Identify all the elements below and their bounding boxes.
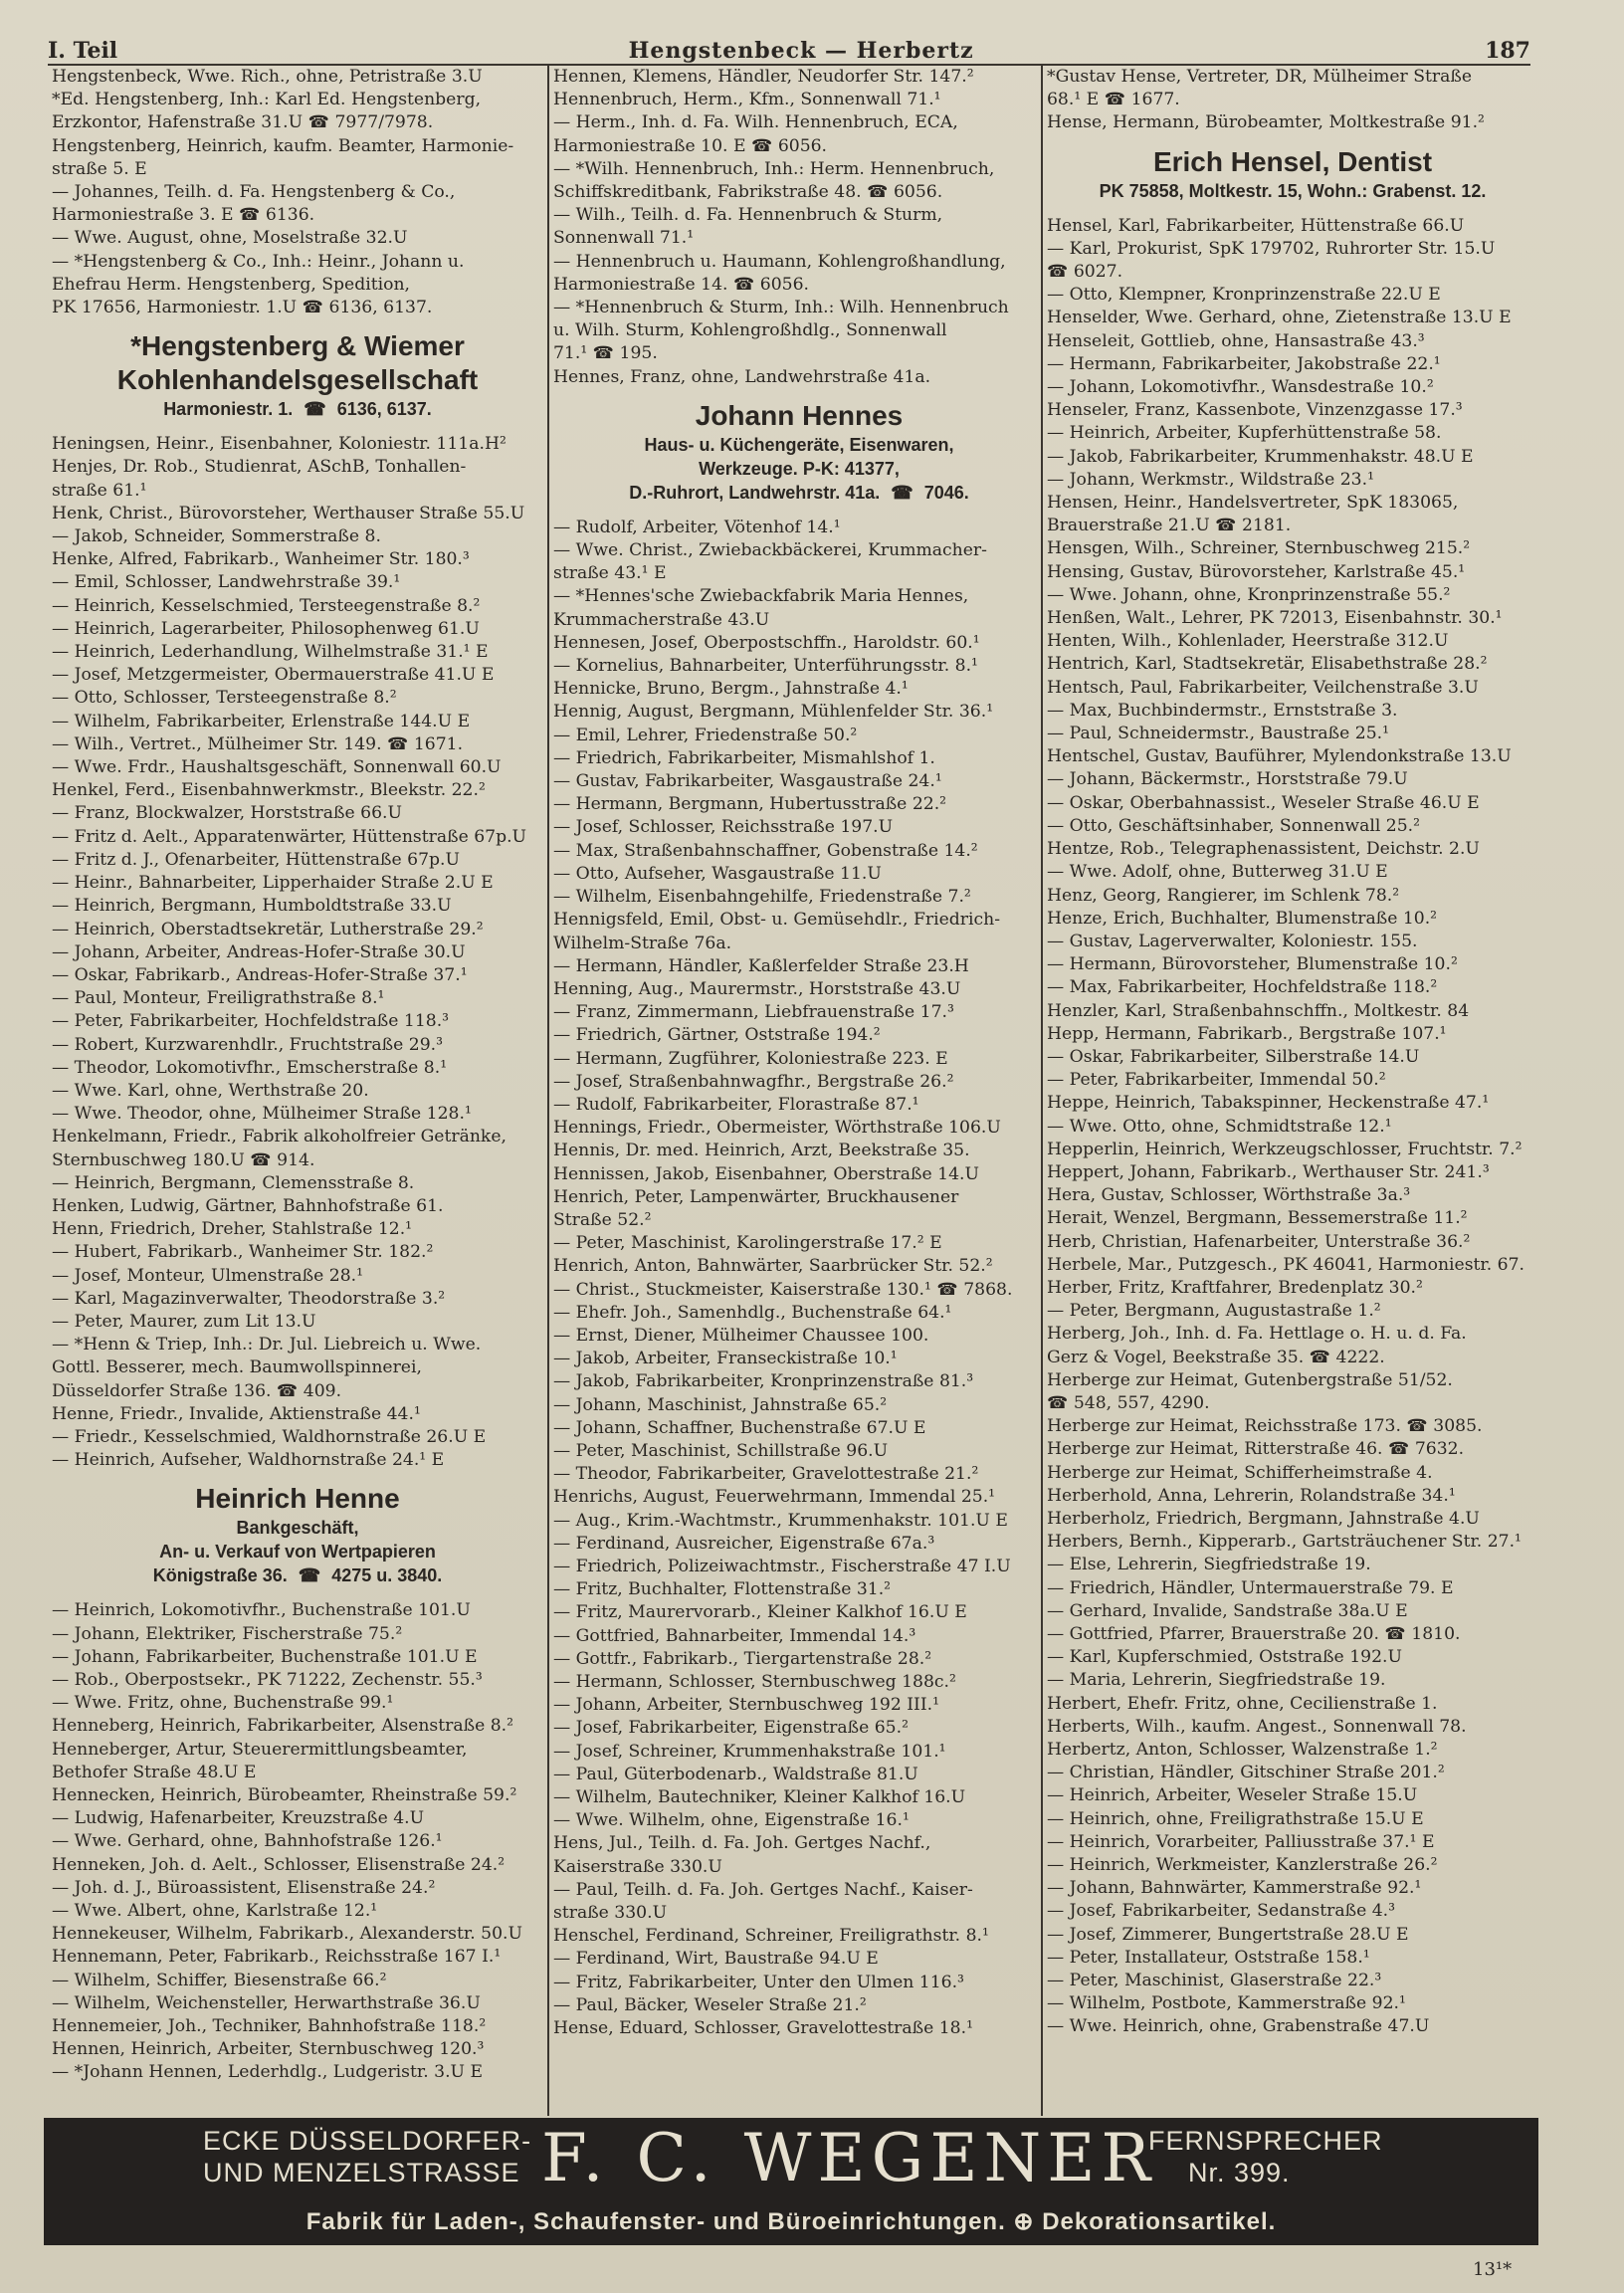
directory-entry: Harmoniestraße 3. E ☎ 6136. [52,205,315,226]
directory-entry: Hentrich, Karl, Stadtsekretär, Elisabethstraße 28.² [1047,654,1488,675]
directory-entry: — Wwe. Theodor, ohne, Mülheimer Straße 128.¹ [52,1104,472,1125]
directory-entry: — Josef, Monteur, Ulmenstraße 28.¹ [52,1265,364,1286]
directory-entry: — Ferdinand, Ausreicher, Eigenstraße 67a.³ [553,1533,935,1554]
directory-entry: Hennings, Friedr., Obermeister, Wörthstraße 106.U [553,1118,1001,1139]
directory-entry: straße 61.¹ [52,480,147,501]
directory-entry: Henke, Alfred, Fabrikarb., Wanheimer Str. 180.³ [52,549,470,570]
directory-entry: — Franz, Blockwalzer, Horststraße 66.U [52,803,402,824]
directory-entry: — Heinrich, Aufseher, Waldhornstraße 24.¹ E [52,1450,445,1471]
directory-entry: — Max, Fabrikarbeiter, Hochfeldstraße 118.² [1047,977,1438,998]
directory-entry: — Heinrich, Bergmann, Humboldtstraße 33.U [52,896,452,917]
directory-entry: Herberg, Joh., Inh. d. Fa. Hettlage o. H. u. d. Fa. [1047,1324,1467,1345]
directory-entry: — Johann, Maschinist, Jahnstraße 65.² [553,1394,888,1415]
directory-entry: Hennecken, Heinrich, Bürobeamter, Rheinstraße 59.² [52,1785,517,1805]
directory-entry: Hensing, Gustav, Bürovorsteher, Karlstraße 45.¹ [1047,561,1466,582]
directory-entry: Herberhold, Anna, Lehrerin, Rolandstraße 34.¹ [1047,1485,1456,1506]
ad-address: Königstraße 36. [152,1565,288,1586]
directory-entry: — Johannes, Teilh. d. Fa. Hengstenberg & Co., [52,182,456,203]
directory-entry: — Jakob, Arbeiter, Franseckistraße 10.¹ [553,1349,898,1369]
directory-entry: — Peter, Maschinist, Karolingerstraße 17.² E [553,1233,942,1254]
directory-entry: — Fritz, Fabrikarbeiter, Unter den Ulmen 116.³ [553,1972,964,1992]
directory-entry: Gerz & Vogel, Beekstraße 35. ☎ 4222. [1047,1347,1385,1367]
ad-line: Haus- u. Küchengeräte, Eisenwaren, [644,434,954,455]
directory-entry: — Max, Straßenbahnschaffner, Gobenstraße 14.² [553,840,978,861]
directory-entry: — Ludwig, Hafenarbeiter, Kreuzstraße 4.U [52,1808,425,1829]
directory-entry: — Robert, Kurzwarenhdlr., Fruchtstraße 29.³ [52,1034,444,1055]
banner-address-line-1: ECKE DÜSSELDORFER- [203,2126,532,2156]
directory-entry: — Peter, Installateur, Oststraße 158.¹ [1047,1947,1370,1968]
banner-brand: F. C. WEGENER [541,2120,1157,2196]
directory-entry: — Gustav, Fabrikarbeiter, Wasgaustraße 24.¹ [553,771,942,792]
directory-entry: — Otto, Klempner, Kronprinzenstraße 22.U E [1047,285,1441,306]
directory-entry: 71.¹ ☎ 195. [553,343,658,364]
directory-entry: — Friedrich, Fabrikarbeiter, Mismahlshof 1. [553,747,935,768]
ad-phone: 7046. [923,482,969,503]
directory-entry: Herberge zur Heimat, Reichsstraße 173. ☎ 3085. [1047,1416,1483,1437]
directory-entry: Krummacherstraße 43.U [553,609,770,630]
directory-entry: — Maria, Lehrerin, Siegfriedstraße 19. [1047,1670,1386,1691]
ad-line: PK 75858, Moltkestr. 15, Wohn.: Grabenst. 12. [1099,180,1487,201]
part-label: I. Teil [48,38,118,64]
directory-entry: Hense, Eduard, Schlosser, Gravelottestraße 18.¹ [553,2018,973,2039]
directory-entry: Sternbuschweg 180.U ☎ 914. [52,1149,315,1170]
ad-subtitle: Bankgeschäft, [236,1518,359,1539]
directory-entry: ☎ 548, 557, 4290. [1047,1392,1210,1413]
directory-entry: — Ernst, Diener, Mülheimer Chaussee 100. [553,1325,929,1346]
directory-entry: Henzler, Karl, Straßenbahnschffn., Moltkestr. 84 [1047,1000,1470,1021]
directory-entry: — *Johann Hennen, Lederhdlg., Ludgeristr. 3.U E [52,2062,484,2083]
directory-entry: — Friedrich, Händler, Untermauerstraße 79. E [1047,1577,1454,1598]
directory-entry: — Paul, Bäcker, Weseler Straße 21.² [553,1994,867,2015]
directory-entry: ☎ 6027. [1047,262,1123,283]
directory-entry: Henkelmann, Friedr., Fabrik alkoholfreier Getränke, [52,1127,507,1147]
ad-address: D.-Ruhrort, Landwehrstr. 41a. [629,482,881,503]
banner-tagline: Fabrik für Laden-, Schaufenster- und Büroeinrichtungen. ⊕ Dekorationsartikel. [305,2208,1277,2235]
directory-entry: Hens, Jul., Teilh. d. Fa. Joh. Gertges Nachf., [553,1833,931,1854]
directory-entry: — Theodor, Fabrikarbeiter, Gravelottestraße 21.² [553,1464,979,1485]
directory-entry: — Josef, Metzgermeister, Obermauerstraße 41.U E [52,665,495,686]
directory-entry: — *Hengstenberg & Co., Inh.: Heinr., Johann u. [52,251,465,272]
directory-entry: — Herm., Inh. d. Fa. Wilh. Hennenbruch, ECA, [553,112,958,133]
directory-entry: — *Hennes'sche Zwiebackfabrik Maria Hennes, [553,586,969,607]
directory-entry: Hentschel, Gustav, Bauführer, Mylendonkstraße 13.U [1047,746,1512,767]
directory-entry: Herbert, Ehefr. Fritz, ohne, Cecilienstraße 1. [1047,1693,1438,1714]
directory-entry: — Fritz d. Aelt., Apparatenwärter, Hüttenstraße 67p.U [52,826,527,847]
directory-entry: Schiffskreditbank, Fabrikstraße 48. ☎ 6056. [553,182,943,203]
directory-entry: Henrich, Anton, Bahnwärter, Saarbrücker Str. 52.² [553,1256,993,1277]
directory-entry: — Paul, Monteur, Freiligrathstraße 8.¹ [52,988,385,1009]
directory-entry: — Johann, Fabrikarbeiter, Buchenstraße 101.U E [52,1646,478,1667]
directory-entry: — Josef, Zimmerer, Bungertstraße 28.U E [1047,1924,1409,1945]
directory-entry: Hennis, Dr. med. Heinrich, Arzt, Beekstraße 35. [553,1141,970,1161]
directory-entry: — Hennenbruch u. Haumann, Kohlengroßhandlung, [553,251,1006,272]
page-header [48,30,1530,66]
directory-entry: — Wwe. Christ., Zwiebackbäckerei, Krummacher- [553,540,987,561]
directory-entry: — Friedr., Kesselschmied, Waldhornstraße 26.U E [52,1426,487,1447]
column-2 [553,66,1045,2116]
directory-entry: — Wwe. Johann, ohne, Kronprinzenstraße 55.² [1047,584,1451,605]
ad-address: Harmoniestr. 1. [163,399,294,420]
directory-entry: — Paul, Güterbodenarb., Waldstraße 81.U [553,1764,918,1784]
directory-entry: — Wwe. Gerhard, ohne, Bahnhofstraße 126.¹ [52,1831,443,1852]
directory-entry: Henkel, Ferd., Eisenbahnwerkmstr., Bleekstr. 22.² [52,780,486,801]
directory-entry: — Heinrich, Vorarbeiter, Palliusstraße 37.¹ E [1047,1831,1435,1852]
directory-entry: — Wilhelm, Postbote, Kammerstraße 92.¹ [1047,1993,1406,2014]
directory-entry: — Gottfr., Fabrikarb., Tiergartenstraße 28.² [553,1648,932,1669]
directory-entry: — Wwe. Fritz, ohne, Buchenstraße 99.¹ [52,1693,394,1714]
ad-phone: 4275 u. 3840. [331,1565,443,1586]
banner-phone-label: FERNSPRECHER [1148,2126,1383,2156]
directory-entry: — Wwe. Wilhelm, ohne, Eigenstraße 16.¹ [553,1810,910,1831]
directory-entry: Hennicke, Bruno, Bergm., Jahnstraße 4.¹ [553,679,909,700]
ad-subtitle: Kohlenhandelsgesellschaft [116,364,479,396]
directory-entry: Herait, Wenzel, Bergmann, Bessemerstraße 11.² [1047,1208,1468,1229]
directory-entry: Harmoniestraße 14. ☎ 6056. [553,274,810,295]
directory-entry: — Fritz, Buchhalter, Flottenstraße 31.² [553,1579,892,1600]
directory-entry: — Johann, Arbeiter, Sternbuschweg 192 III.¹ [553,1695,939,1716]
directory-entry: Brauerstraße 21.U ☎ 2181. [1047,516,1292,536]
directory-entry: — *Hennenbruch & Sturm, Inh.: Wilh. Hennenbruch [553,298,1009,318]
column-1 [52,66,543,2116]
directory-entry: — Wilhelm, Schiffer, Biesenstraße 66.² [52,1970,387,1990]
directory-entry: — Gottfried, Bahnarbeiter, Immendal 14.³ [553,1625,916,1646]
column-3 [1047,66,1538,2116]
directory-entry: Henßen, Walt., Lehrer, PK 72013, Eisenbahnstr. 30.¹ [1047,608,1503,629]
ad-johann-hennes [553,399,1045,505]
directory-entry: Heppert, Johann, Fabrikarb., Werthauser Str. 241.³ [1047,1161,1490,1182]
directory-entry: — Rudolf, Fabrikarbeiter, Florastraße 87.¹ [553,1094,919,1115]
banner-phone-number: Nr. 399. [1188,2158,1291,2188]
directory-entry: — Christ., Stuckmeister, Kaiserstraße 130.¹ ☎ 7868. [553,1279,1013,1300]
directory-entry: — Otto, Schlosser, Tersteegenstraße 8.² [52,688,397,709]
directory-entry: — Ehefr. Joh., Samenhdlg., Buchenstraße 64.¹ [553,1302,952,1323]
directory-entry: — Heinrich, Bergmann, Clemensstraße 8. [52,1172,415,1193]
directory-entry: — Karl, Kupferschmied, Oststraße 192.U [1047,1647,1402,1668]
directory-entry: — Johann, Bäckermstr., Horststraße 79.U [1047,769,1408,790]
directory-entry: — Heinrich, Lagerarbeiter, Philosophenweg 61.U [52,618,480,639]
directory-entry: Hepp, Hermann, Fabrikarb., Bergstraße 107.¹ [1047,1023,1447,1044]
directory-entry: — Wilhelm, Fabrikarbeiter, Erlenstraße 144.U E [52,711,471,731]
directory-entry: — Jakob, Fabrikarbeiter, Kronprinzenstraße 81.³ [553,1371,974,1392]
ad-line: An- u. Verkauf von Wertpapieren [159,1542,436,1563]
directory-entry: Herbers, Bernh., Kipperarb., Gartsträuchener Str. 27.¹ [1047,1532,1522,1553]
directory-entry: — Wwe. August, ohne, Moselstraße 32.U [52,228,408,249]
directory-entry: — Heinrich, ohne, Freiligrathstraße 15.U E [1047,1808,1424,1829]
directory-entry: — Johann, Werkmstr., Wildstraße 23.¹ [1047,469,1374,490]
directory-entry: — Karl, Prokurist, SpK 179702, Ruhrorter Str. 15.U [1047,238,1496,259]
directory-entry: Hennen, Heinrich, Arbeiter, Sternbuschweg 120.³ [52,2039,485,2060]
directory-entry: Henseler, Franz, Kassenbote, Vinzenzgasse 17.³ [1047,400,1463,421]
directory-entry: Straße 52.² [553,1209,652,1230]
directory-entry: — Max, Buchbindermstr., Ernststraße 3. [1047,700,1398,721]
directory-entry: Hensel, Karl, Fabrikarbeiter, Hüttenstraße 66.U [1047,215,1465,236]
directory-entry: Hera, Gustav, Schlosser, Wörthstraße 3a.³ [1047,1185,1411,1206]
directory-entry: Herberts, Wilh., kaufm. Angest., Sonnenwall 78. [1047,1716,1467,1737]
directory-entry: Henz, Georg, Rangierer, im Schlenk 78.² [1047,885,1400,906]
directory-entry: — Hubert, Fabrikarb., Wanheimer Str. 182.² [52,1242,434,1263]
directory-entry: — Hermann, Bürovorsteher, Blumenstraße 10.² [1047,954,1458,975]
ad-line [52,1563,543,1587]
directory-entry: Hensen, Heinr., Handelsvertreter, SpK 183065, [1047,493,1459,514]
directory-entry: Henning, Aug., Maurermstr., Horststraße 43.U [553,978,961,999]
directory-entry: Hennenbruch, Herm., Kfm., Sonnenwall 71.¹ [553,90,941,110]
directory-entry: — Wilh., Vertret., Mülheimer Str. 149. ☎ 1671. [52,733,464,754]
directory-entry: Hennesen, Josef, Oberpostschffn., Haroldstr. 60.¹ [553,632,980,653]
directory-entry: Hennemeier, Joh., Techniker, Bahnhofstraße 118.² [52,2016,487,2037]
directory-entry: Hennes, Franz, ohne, Landwehrstraße 41a. [553,366,931,387]
directory-entry: Kaiserstraße 330.U [553,1856,722,1877]
ad-title: Erich Hensel, Dentist [1152,145,1433,177]
directory-entry: — Wilhelm, Eisenbahngehilfe, Friedenstraße 7.² [553,887,971,908]
directory-entry: — Wwe. Karl, ohne, Werthstraße 20. [52,1080,369,1101]
directory-entry: — Aug., Krim.-Wachtmstr., Krummenhakstr. 101.U E [553,1510,1008,1531]
directory-entry: — Emil, Schlosser, Landwehrstraße 39.¹ [52,572,401,593]
directory-entry: Herber, Fritz, Kraftfahrer, Bredenplatz 30.² [1047,1277,1423,1298]
directory-entry: — Johann, Arbeiter, Andreas-Hofer-Straße 30.U [52,941,466,962]
directory-entry: — Theodor, Lokomotivfhr., Emscherstraße 8.¹ [52,1057,448,1078]
directory-entry: — Gottfried, Pfarrer, Brauerstraße 20. ☎ 1810. [1047,1624,1461,1644]
directory-entry: Herbertz, Anton, Schlosser, Walzenstraße 1.² [1047,1740,1438,1761]
directory-entry: — Friedrich, Gärtner, Oststraße 194.² [553,1025,881,1046]
directory-entry: — Peter, Maurer, zum Lit 13.U [52,1311,316,1332]
directory-entry: — Heinrich, Arbeiter, Weseler Straße 15.U [1047,1785,1418,1806]
directory-entry: Wilhelm-Straße 76a. [553,933,732,953]
directory-entry: — Jakob, Fabrikarbeiter, Krummenhakstr. 48.U E [1047,446,1474,467]
directory-entry: Henk, Christ., Bürovorsteher, Werthauser Straße 55.U [52,503,525,523]
directory-entry: Bethofer Straße 48.U E [52,1762,257,1782]
directory-entry: Hepperlin, Heinrich, Werkzeugschlosser, Fruchtstr. 7.² [1047,1139,1522,1159]
directory-entry: Hennissen, Jakob, Eisenbahner, Oberstraße 14.U [553,1163,979,1184]
directory-entry: *Ed. Hengstenberg, Inh.: Karl Ed. Hengstenberg, [52,90,482,110]
directory-entry: — Johann, Lokomotivfhr., Wansdestraße 10.² [1047,377,1434,398]
directory-entry: — Heinrich, Oberstadtsekretär, Lutherstraße 29.² [52,919,484,939]
directory-entry: Henne, Friedr., Invalide, Aktienstraße 44.¹ [52,1403,421,1424]
directory-entry: — Johann, Bahnwärter, Kammerstraße 92.¹ [1047,1878,1422,1899]
directory-entry: — Paul, Teilh. d. Fa. Joh. Gertges Nachf., Kaiser- [553,1879,973,1900]
ad-phone: 6136, 6137. [336,399,432,420]
ad-title: Heinrich Henne [195,1483,400,1515]
directory-entry: — Peter, Fabrikarbeiter, Hochfeldstraße 118.³ [52,1011,450,1032]
directory-entry: Hennen, Klemens, Händler, Neudorfer Str. 147.² [553,67,974,87]
directory-entry: Hennig, August, Bergmann, Mühlenfelder Str. 36.¹ [553,702,994,723]
directory-entry: straße 43.¹ E [553,563,667,584]
directory-entry: — Fritz d. J., Ofenarbeiter, Hüttenstraße 67p.U [52,849,460,870]
directory-entry: — Gustav, Lagerverwalter, Koloniestr. 155. [1047,931,1418,951]
directory-entry: — *Wilh. Hennenbruch, Inh.: Herm. Hennenbruch, [553,158,995,179]
directory-entry: — Josef, Fabrikarbeiter, Sedanstraße 4.³ [1047,1901,1396,1922]
directory-entry: — Kornelius, Bahnarbeiter, Unterführungsstr. 8.¹ [553,656,978,677]
ad-title: Johann Hennes [695,399,904,431]
directory-entry: Herberge zur Heimat, Schifferheimstraße 4. [1047,1462,1433,1483]
directory-entry: Henneberg, Heinrich, Fabrikarbeiter, Alsenstraße 8.² [52,1716,514,1737]
directory-entry: Henneberger, Artur, Steuerermittlungsbeamter, [52,1739,468,1760]
directory-entry: — Hermann, Fabrikarbeiter, Jakobstraße 22.¹ [1047,353,1441,374]
column-divider [547,66,549,2116]
directory-entry: Herberge zur Heimat, Ritterstraße 46. ☎ 7632. [1047,1439,1465,1460]
ad-title: *Hengstenberg & Wiemer [130,330,465,362]
directory-entry: Hennigsfeld, Emil, Obst- u. Gemüsehdlr., Friedrich- [553,910,1001,931]
directory-entry: Hense, Hermann, Bürobeamter, Moltkestraße 91.² [1047,112,1485,133]
directory-entry: — Otto, Geschäftsinhaber, Sonnenwall 25.² [1047,815,1421,836]
directory-entry: Henjes, Dr. Rob., Studienrat, ASchB, Tonhallen- [52,457,467,478]
page-number: 187 [1485,38,1530,64]
directory-entry: — Fritz, Maurervorarb., Kleiner Kalkhof 16.U E [553,1602,967,1623]
directory-entry: Heppe, Heinrich, Tabakspinner, Heckenstraße 47.¹ [1047,1093,1490,1114]
directory-entry: — Oskar, Fabrikarb., Andreas-Hofer-Straße 37.¹ [52,964,468,985]
directory-entry: Erzkontor, Hafenstraße 31.U ☎ 7977/7978. [52,112,434,133]
directory-entry: PK 17656, Harmoniestr. 1.U ☎ 6136, 6137. [52,298,433,318]
ad-line [553,481,1045,505]
directory-entry: Gottl. Besserer, mech. Baumwollspinnerei, [52,1357,422,1378]
directory-entry: — Wilhelm, Bautechniker, Kleiner Kalkhof 16.U [553,1787,966,1808]
directory-entry: — Hermann, Zugführer, Koloniestraße 223. E [553,1048,948,1069]
directory-entry: Herbele, Mar., Putzgesch., PK 46041, Harmoniestr. 67. [1047,1254,1525,1275]
phone-icon: ☎ [891,482,914,503]
directory-entry: Hennekeuser, Wilhelm, Fabrikarb., Alexanderstr. 50.U [52,1924,522,1945]
directory-entry: — Else, Lehrerin, Siegfriedstraße 19. [1047,1555,1371,1575]
directory-entry: — Jakob, Schneider, Sommerstraße 8. [52,526,381,547]
directory-entry: — Hermann, Händler, Kaßlerfelder Straße 23.H [553,955,969,976]
directory-entry: — Wwe. Frdr., Haushaltsgeschäft, Sonnenwall 60.U [52,757,502,778]
directory-entry: Henselder, Wwe. Gerhard, ohne, Zietenstraße 13.U E [1047,308,1512,328]
directory-entry: Hennemann, Peter, Fabrikarb., Reichsstraße 167 I.¹ [52,1947,502,1968]
banner-address-line-2: UND MENZELSTRASSE [203,2158,520,2188]
directory-entry: — Peter, Maschinist, Schillstraße 96.U [553,1440,889,1461]
directory-entry: — Heinrich, Lokomotivfhr., Buchenstraße 101.U [52,1600,471,1621]
directory-entry: — Wwe. Otto, ohne, Schmidtstraße 12.¹ [1047,1116,1392,1137]
directory-entry: — Johann, Schaffner, Buchenstraße 67.U E [553,1417,926,1438]
page-title: Hengstenbeck — Herbertz [628,38,974,64]
directory-entry: — Heinrich, Arbeiter, Kupferhüttenstraße 58. [1047,423,1442,444]
directory-entry: straße 5. E [52,158,147,179]
directory-entry: — Otto, Aufseher, Wasgaustraße 11.U [553,863,882,884]
directory-entry: — Hermann, Bergmann, Hubertusstraße 22.² [553,794,947,815]
directory-entry: Heningsen, Heinr., Eisenbahner, Koloniestr. 111a.H² [52,434,507,455]
directory-entry: Henze, Erich, Buchhalter, Blumenstraße 10.² [1047,908,1438,929]
directory-entry: Henken, Ludwig, Gärtner, Bahnhofstraße 61. [52,1195,444,1216]
directory-entry: — Peter, Fabrikarbeiter, Immendal 50.² [1047,1070,1386,1091]
directory-entry: — Karl, Magazinverwalter, Theodorstraße 3.² [52,1288,446,1309]
directory-entry: — Wilh., Teilh. d. Fa. Hennenbruch & Sturm, [553,205,943,226]
directory-entry: — Wwe. Albert, ohne, Karlstraße 12.¹ [52,1901,378,1922]
directory-entry: — Rudolf, Arbeiter, Vötenhof 14.¹ [553,517,841,537]
directory-entry: — Peter, Maschinist, Glaserstraße 22.³ [1047,1971,1382,1991]
printer-mark: 13¹* [1473,2259,1513,2280]
directory-entry: Hengstenberg, Heinrich, kaufm. Beamter, Harmonie- [52,135,514,156]
directory-entry: — Joh. d. J., Büroassistent, Elisenstraße 24.² [52,1877,436,1898]
directory-entry: — Emil, Lehrer, Friedenstraße 50.² [553,725,858,745]
directory-entry: Henten, Wilh., Kohlenlader, Heerstraße 312.U [1047,631,1449,652]
directory-entry: *Gustav Hense, Vertreter, DR, Mülheimer Straße [1047,67,1473,87]
directory-entry: Henschel, Ferdinand, Schreiner, Freiligrathstr. 8.¹ [553,1926,989,1947]
directory-entry: — Oskar, Oberbahnassist., Weseler Straße 46.U E [1047,792,1480,813]
directory-entry: — Heinrich, Werkmeister, Kanzlerstraße 26.² [1047,1855,1438,1876]
directory-entry: — Oskar, Fabrikarbeiter, Silberstraße 14.U [1047,1046,1420,1067]
directory-entry: — Wwe. Heinrich, ohne, Grabenstraße 47.U [1047,2016,1430,2037]
directory-entry: Ehefrau Herm. Hengstenberg, Spedition, [52,274,410,295]
directory-entry: Harmoniestraße 10. E ☎ 6056. [553,135,828,156]
directory-entry: — Paul, Schneidermstr., Baustraße 25.¹ [1047,724,1389,744]
directory-entry: — Wwe. Adolf, ohne, Butterweg 31.U E [1047,862,1388,883]
directory-entry: — Gerhard, Invalide, Sandstraße 38a.U E [1047,1600,1408,1621]
directory-entry: — Christian, Händler, Gitschiner Straße 201.² [1047,1763,1445,1783]
ad-line: Werkzeuge. P-K: 41377, [699,458,900,479]
directory-entry: Düsseldorfer Straße 136. ☎ 409. [52,1380,342,1401]
directory-entry: — Heinrich, Kesselschmied, Tersteegenstraße 8.² [52,595,481,616]
directory-entry: Hengstenbeck, Wwe. Rich., ohne, Petristraße 3.U [52,67,483,87]
directory-entry: — Friedrich, Polizeiwachtmstr., Fischerstraße 47 I.U [553,1556,1011,1576]
directory-entry: Hensgen, Wilh., Schreiner, Sternbuschweg 215.² [1047,538,1471,559]
ad-line [52,397,543,421]
directory-entry: — Josef, Straßenbahnwagfhr., Bergstraße 26.² [553,1071,954,1092]
directory-entry: — Heinrich, Lederhandlung, Wilhelmstraße 31.¹ E [52,642,489,663]
directory-entry: — Josef, Fabrikarbeiter, Eigenstraße 65.² [553,1718,909,1739]
directory-entry: Henneken, Joh. d. Aelt., Schlosser, Elisenstraße 24.² [52,1854,506,1875]
directory-entry: Herb, Christian, Hafenarbeiter, Unterstraße 36.² [1047,1231,1471,1252]
directory-entry: u. Wilh. Sturm, Kohlengroßhdlg., Sonnenwall [553,320,947,341]
directory-entry: — Johann, Elektriker, Fischerstraße 75.² [52,1623,403,1644]
directory-entry: Hentze, Rob., Telegraphenassistent, Deichstr. 2.U [1047,839,1480,860]
directory-entry: — Josef, Schreiner, Krummenhakstraße 101.¹ [553,1741,946,1762]
ad-hengstenberg-wiemer [52,329,543,421]
directory-entry: — Peter, Bergmann, Augustastraße 1.² [1047,1301,1381,1322]
directory-entry: Sonnenwall 71.¹ [553,228,695,249]
phone-icon: ☎ [298,1565,321,1586]
directory-entry: Herberge zur Heimat, Gutenbergstraße 51/52. [1047,1369,1453,1390]
advertisement-banner [44,2118,1538,2245]
directory-entry: — *Henn & Triep, Inh.: Dr. Jul. Liebreich u. Wwe. [52,1335,482,1355]
ad-heinrich-henne [52,1482,543,1587]
directory-entry: Henrich, Peter, Lampenwärter, Bruckhausener [553,1186,959,1207]
directory-entry: Herberholz, Friedrich, Bergmann, Jahnstraße 4.U [1047,1508,1480,1529]
directory-entry: Henrichs, August, Feuerwehrmann, Immendal 25.¹ [553,1487,996,1508]
directory-entry: — Josef, Schlosser, Reichsstraße 197.U [553,817,894,838]
ad-erich-hensel [1047,145,1538,203]
directory-entry: 68.¹ E ☎ 1677. [1047,90,1180,110]
directory-entry: — Hermann, Schlosser, Sternbuschweg 188c.² [553,1672,956,1692]
directory-entry: — Rob., Oberpostsekr., PK 71222, Zechenstr. 55.³ [52,1669,483,1690]
directory-entry: — Wilhelm, Weichensteller, Herwarthstraße 36.U [52,1992,481,2013]
directory-entry: — Franz, Zimmermann, Liebfrauenstraße 17.³ [553,1002,954,1023]
phone-icon: ☎ [304,399,326,420]
directory-entry: — Heinr., Bahnarbeiter, Lipperhaider Straße 2.U E [52,873,494,894]
directory-entry: Henseleit, Gottlieb, ohne, Hansastraße 43.³ [1047,330,1425,351]
directory-entry: straße 330.U [553,1903,668,1924]
directory-entry: — Ferdinand, Wirt, Baustraße 94.U E [553,1949,879,1970]
directory-entry: Henn, Friedrich, Dreher, Stahlstraße 12.¹ [52,1219,413,1240]
directory-entry: Hentsch, Paul, Fabrikarbeiter, Veilchenstraße 3.U [1047,677,1479,698]
